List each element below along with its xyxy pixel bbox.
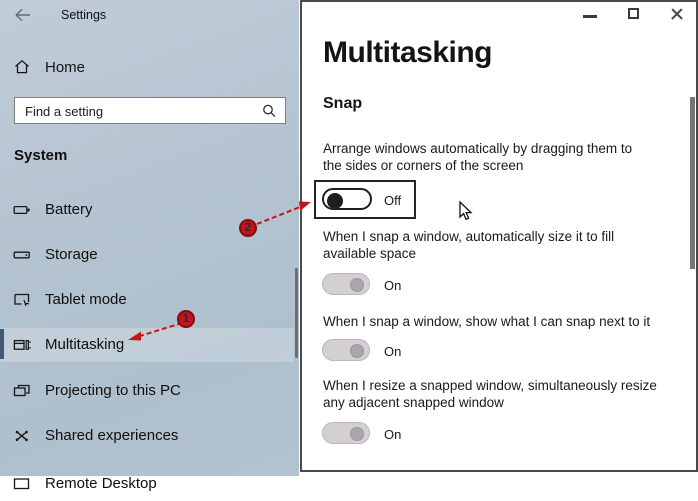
sidebar-scrollbar-thumb[interactable] [295,268,298,358]
show-snap-options-toggle[interactable] [322,339,370,361]
multitasking-icon [13,336,31,354]
mouse-cursor [459,201,474,221]
setting-description: When I snap a window, show what I can snap next to it [323,314,651,329]
setting-description: When I snap a window, automatically size it to fill available space [323,229,615,261]
sidebar-item-label: Tablet mode [45,291,127,308]
toggle-state-label: On [384,427,402,442]
selected-item-accent-bar [0,329,4,359]
sidebar-item-shared-experiences[interactable] [0,419,294,453]
setting-description: Arrange windows automatically by dragging them to the sides or corners of the screen [323,141,633,173]
search-box [14,97,286,124]
remote-desktop-icon [13,475,31,493]
window-title: Settings [61,8,107,22]
sidebar-item-tablet-mode[interactable] [0,283,294,317]
storage-icon [13,246,31,264]
minimize-button[interactable] [583,15,597,18]
toggle-state-label: Off [384,193,402,208]
sidebar-item-multitasking[interactable] [0,328,294,362]
main-scrollbar-thumb[interactable] [690,97,695,269]
toggle-knob [350,344,364,358]
toggle-knob [350,278,364,292]
sidebar-item-label: Shared experiences [45,427,179,444]
battery-icon [13,201,31,219]
sidebar-item-label: Projecting to this PC [45,382,181,399]
projecting-icon [13,382,31,400]
toggle-knob [327,193,343,209]
sidebar-item-remote-desktop[interactable] [0,467,294,501]
sidebar-item-label: Battery [45,201,93,218]
sidebar-item-storage[interactable] [0,238,294,272]
close-button[interactable] [669,6,685,22]
step-1-badge: 1 [177,310,195,328]
step-2-badge: 2 [239,219,257,237]
sidebar-item-label: Remote Desktop [45,475,157,492]
sidebar-item-label: Home [45,59,86,76]
sidebar-item-label: Multitasking [45,336,125,353]
tablet-mode-icon [13,291,31,309]
auto-size-toggle[interactable] [322,273,370,295]
shared-experiences-icon [13,427,31,445]
back-icon[interactable] [14,7,32,23]
home-icon [13,58,31,76]
maximize-button[interactable] [628,8,639,19]
toggle-state-label: On [384,278,402,293]
main-panel [300,0,698,472]
sidebar-item-home[interactable] [0,53,296,83]
snap-section-header: Snap [323,95,363,112]
search-icon[interactable] [261,103,277,119]
toggle-state-label: On [384,344,402,359]
sidebar-item-label: Storage [45,246,98,263]
section-header: System [14,147,68,164]
snap-toggle[interactable] [322,188,372,210]
simultaneous-resize-toggle[interactable] [322,422,370,444]
page-title: Multitasking [323,36,493,69]
toggle-knob [350,427,364,441]
setting-description: When I resize a snapped window, simultaneously resize any adjacent snapped window [323,378,657,410]
sidebar-item-projecting[interactable] [0,374,294,408]
sidebar [0,0,299,492]
search-input[interactable] [23,99,257,124]
